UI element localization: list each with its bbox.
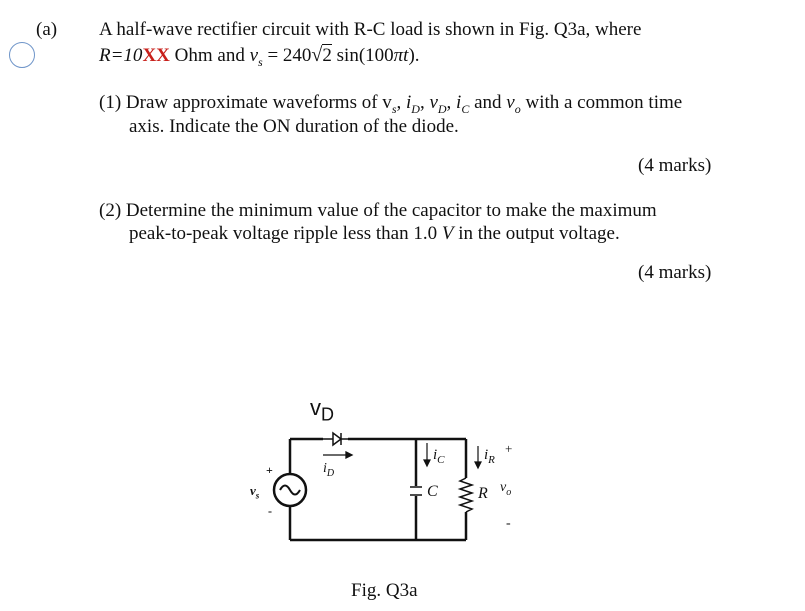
- part1-vD-sub: D: [437, 101, 447, 116]
- part1-marks: (4 marks): [638, 155, 712, 176]
- vd-label: [310, 395, 334, 425]
- capacitor-label: C: [427, 483, 438, 500]
- part1-line-1: (1) Draw approximate waveforms of $v_s$, $i_D$, $v_D$, $i_C$ and $v_o$ with a common time: [99, 92, 683, 116]
- ic-sub: C: [437, 454, 445, 466]
- sqrt-arg: 2: [322, 45, 332, 66]
- vo-sub: o: [506, 486, 512, 498]
- part2-text-a: peak-to-peak voltage ripple less than 1.0: [129, 223, 442, 244]
- ir-sub: R: [488, 454, 495, 466]
- vo-label: [500, 480, 511, 498]
- vs-plus: +: [266, 463, 273, 477]
- diode-icon: [323, 433, 348, 445]
- vo-plus: +: [505, 441, 513, 456]
- vs-sub: s: [255, 490, 260, 501]
- resistor-icon: [460, 478, 472, 512]
- capacitor-icon: [410, 487, 422, 495]
- figure-caption: Fig. Q3a: [351, 580, 418, 601]
- part1-vD: v: [429, 92, 438, 113]
- vs-minus: -: [268, 504, 272, 518]
- ir-label: [484, 447, 495, 466]
- r-prefix: R=10: [99, 45, 143, 66]
- part2-unit-v: V: [441, 223, 454, 244]
- part1-iD-sub: D: [411, 101, 420, 116]
- part1-vo: v: [506, 92, 515, 113]
- vs-pi-t: πt: [393, 45, 409, 66]
- sqrt-sign: √: [311, 44, 323, 66]
- vd-sub: D: [321, 404, 334, 425]
- part2-line-1: (2) Determine the minimum value of the capacitor to make the maximum: [99, 200, 657, 221]
- id-label: [323, 461, 334, 479]
- resistor-label: R: [478, 485, 488, 502]
- question-label: (a): [36, 19, 58, 40]
- id-sub: D: [326, 467, 335, 479]
- part1-iC: i: [456, 92, 462, 113]
- vo-letter: v: [500, 480, 507, 495]
- part2-text-b: in the output voltage.: [453, 223, 620, 244]
- question-line-1: A half-wave rectifier circuit with R-C load is shown in Fig. Q3a, where: [99, 19, 642, 40]
- part1-tail: with a common time: [520, 92, 683, 113]
- part1-iD: i: [405, 92, 412, 113]
- vs-expr-b: sin(100: [331, 45, 394, 66]
- ir-letter: i: [484, 447, 489, 463]
- id-letter: i: [323, 461, 327, 476]
- vs-expr-c: ).: [408, 45, 420, 66]
- vs-expr-a: = 240: [262, 45, 312, 66]
- vd-letter: v: [310, 395, 321, 420]
- ic-letter: i: [433, 447, 438, 463]
- part1-sub-s: s: [391, 101, 397, 116]
- vs-label: [250, 483, 259, 501]
- part1-iC-sub: C: [461, 101, 470, 116]
- part2-marks: (4 marks): [638, 262, 712, 283]
- redacted-value: XX: [142, 45, 170, 66]
- r-suffix: Ohm and: [169, 45, 250, 66]
- part1-line-2: axis. Indicate the ON duration of the diode.: [129, 116, 459, 137]
- vo-minus: -: [506, 516, 511, 531]
- part1-text-a: (1) Draw approximate waveforms of v: [99, 92, 392, 113]
- vs-letter: v: [250, 483, 256, 498]
- part1-vo-sub: o: [514, 101, 521, 116]
- vs-symbol: v: [249, 45, 259, 66]
- vs-sub: s: [258, 54, 263, 69]
- ic-label: [433, 447, 445, 466]
